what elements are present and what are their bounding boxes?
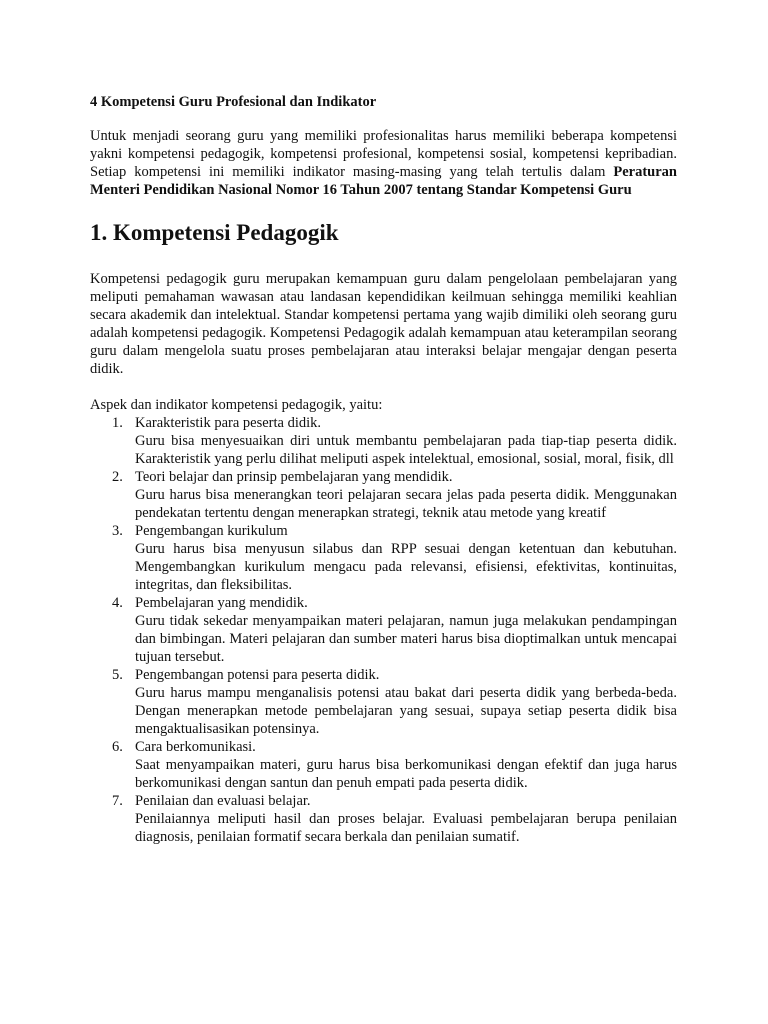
list-item-description: Guru bisa menyesuaikan diri untuk membantu pembelajaran pada tiap-tiap peserta didik. Karakteristik yang perlu dilihat meliputi aspek intelektual, emosional, sosial, moral, fisik, dll (135, 433, 677, 467)
document-page (90, 93, 677, 846)
section-heading: 1. Kompetensi Pedagogik (90, 220, 339, 245)
list-item-title: Pembelajaran yang mendidik. (135, 595, 308, 611)
list-item-title: Pengembangan kurikulum (135, 523, 288, 539)
intro-regulation-reference: Peraturan Menteri Pendidikan Nasional Nomor 16 Tahun 2007 tentang Standar Kompetensi Guru (90, 164, 677, 198)
intro-text: Untuk menjadi seorang guru yang memiliki profesionalitas harus memiliki beberapa kompetensi yakni kompetensi pedagogik, kompetensi profesional, kompetensi sosial, kompetensi kepribadian. Setiap kompetensi ini memiliki indikator masing-masing yang telah tertulis dalam (90, 128, 677, 180)
list-item-description: Guru tidak sekedar menyampaikan materi pelajaran, namun juga melakukan pendampingan dan bimbingan. Materi pelajaran dan sumber materi harus bisa dioptimalkan untuk mencapai tujuan tersebut. (135, 613, 677, 665)
document-title: 4 Kompetensi Guru Profesional dan Indikator (90, 94, 377, 110)
list-item-number: 1. (112, 415, 123, 431)
list-item-number: 2. (112, 469, 123, 485)
aspects-intro: Aspek dan indikator kompetensi pedagogik, yaitu: (90, 397, 383, 413)
list-item (90, 738, 677, 792)
intro-paragraph (90, 127, 677, 199)
list-item (90, 468, 677, 522)
list-item-number: 3. (112, 523, 123, 539)
list-item-description: Guru harus bisa menerangkan teori pelajaran secara jelas pada peserta didik. Menggunakan pendekatan tertentu dengan menerapkan strategi, teknik atau metode yang kreatif (135, 487, 677, 521)
list-item-number: 5. (112, 667, 123, 683)
list-item (90, 414, 677, 468)
list-item-title: Cara berkomunikasi. (135, 739, 256, 755)
list-item-title: Karakteristik para peserta didik. (135, 415, 322, 431)
list-item-title: Pengembangan potensi para peserta didik. (135, 667, 380, 683)
list-item (90, 522, 677, 594)
list-item (90, 666, 677, 738)
list-item-number: 6. (112, 739, 123, 755)
section-paragraph: Kompetensi pedagogik guru merupakan kemampuan guru dalam pengelolaan pembelajaran yang meliputi pemahaman wawasan atau landasan kependidikan keilmuan sehingga memiliki keahlian secara akademik dan intelektual. Standar kompetensi pertama yang wajib dimiliki oleh seorang guru adalah kompetensi pedagogik. Kompetensi Pedagogik adalah kemampuan atau keterampilan seorang guru dalam mengelola suatu proses pembelajaran atau interaksi belajar mengajar dengan peserta didik. (90, 271, 677, 377)
aspects-list (90, 414, 677, 846)
list-item-number: 7. (112, 793, 123, 809)
paragraph-spacer (90, 378, 677, 396)
list-item (90, 594, 677, 666)
list-item-description: Guru harus bisa menyusun silabus dan RPP sesuai dengan ketentuan dan kebutuhan. Mengembangkan kurikulum mengacu pada relevansi, efisiensi, efektivitas, kontinuitas, integritas, dan fleksibilitas. (135, 541, 677, 593)
list-item-title: Penilaian dan evaluasi belajar. (135, 793, 311, 809)
list-item-description: Guru harus mampu menganalisis potensi atau bakat dari peserta didik yang berbeda-beda. Dengan menerapkan metode pembelajaran yang sesuai, supaya setiap peserta didik bisa mengaktualisasikan potensinya. (135, 685, 677, 737)
list-item-description: Penilaiannya meliputi hasil dan proses belajar. Evaluasi pembelajaran berupa penilaian diagnosis, penilaian formatif secara berkala dan penilaian sumatif. (135, 811, 677, 845)
list-item (90, 792, 677, 846)
list-item-title: Teori belajar dan prinsip pembelajaran yang mendidik. (135, 469, 453, 485)
list-item-number: 4. (112, 595, 123, 611)
list-item-description: Saat menyampaikan materi, guru harus bisa berkomunikasi dengan efektif dan juga harus berkomunikasi dengan santun dan penuh empati pada peserta didik. (135, 757, 677, 791)
